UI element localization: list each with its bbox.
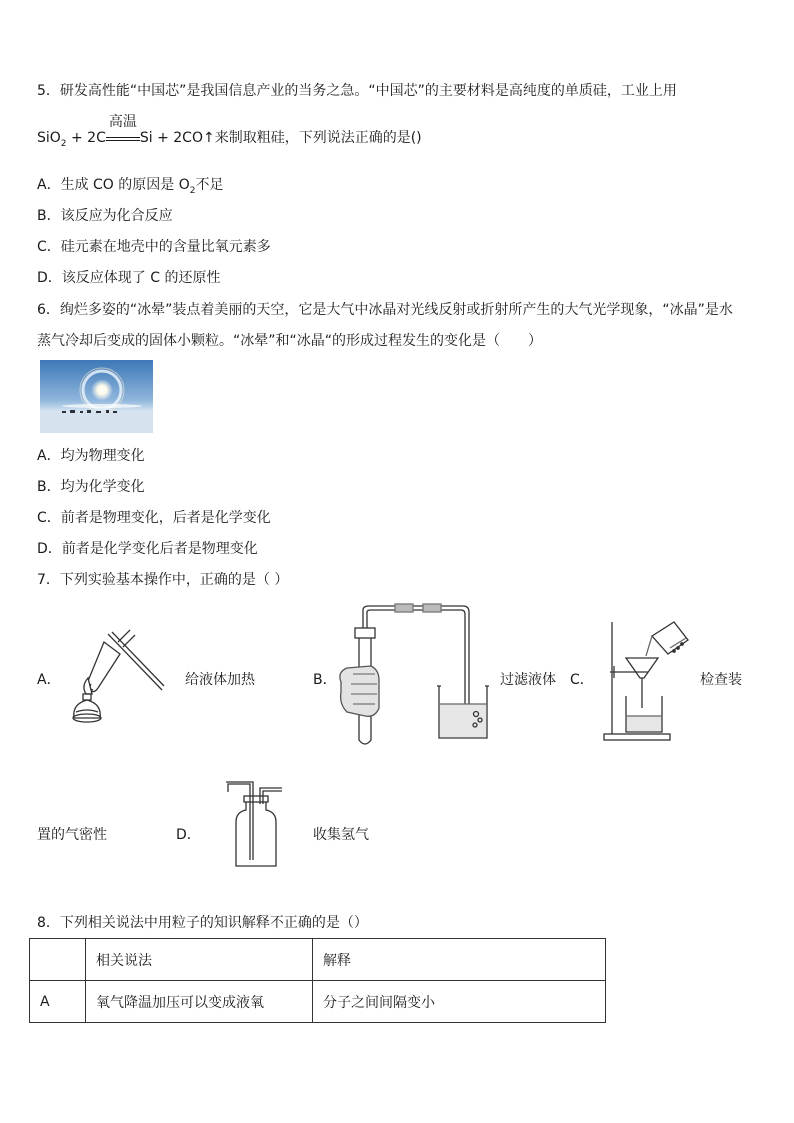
q5-eq-reactant-c: + 2C xyxy=(66,130,106,146)
q5-option-c: C．硅元素在地壳中的含量比氧元素多 xyxy=(37,239,271,255)
q5-option-d: D．该反应体现了 C 的还原性 xyxy=(37,270,221,286)
q6-option-c: C．前者是物理变化，后者是化学变化 xyxy=(37,510,271,526)
table-row xyxy=(30,981,606,1023)
table-header-cell xyxy=(30,939,86,981)
q5-stem-line1: 5．研发高性能“中国芯”是我国信息产业的当务之急。“中国芯”的主要材料是高纯度的单质硅，工业上用 xyxy=(37,83,677,99)
q5-option-b: B．该反应为化合反应 xyxy=(37,208,173,224)
ice-halo-photo xyxy=(40,360,153,433)
q7-option-c-text-1: 检查装 xyxy=(700,672,742,688)
q7-option-b-text: 过滤液体 xyxy=(500,672,556,688)
q5-eq-products: Si + 2CO xyxy=(139,130,203,146)
q7-stem: 7．下列实验基本操作中，正确的是（ ） xyxy=(37,572,289,588)
q7-option-a-letter: A． xyxy=(37,672,61,688)
gas-collection-bottle-diagram xyxy=(222,778,286,870)
q7-option-b-letter: B． xyxy=(313,672,337,688)
q5-eq-equals-sign xyxy=(106,114,140,148)
table-cell: 氧气降温加压可以变成液氧 xyxy=(86,981,313,1023)
table-header-cell: 解释 xyxy=(313,939,606,981)
q7-option-a-text: 给液体加热 xyxy=(185,672,255,688)
gas-up-arrow-icon: ↑ xyxy=(202,130,215,146)
q7-option-d-text: 收集氢气 xyxy=(313,827,369,843)
q6-stem-line1: 6．绚烂多姿的“冰晕”装点着美丽的天空，它是大气中冰晶对光线反射或折射所产生的大气光学现象，“冰晶”是水 xyxy=(37,302,733,318)
q6-option-a: A．均为物理变化 xyxy=(37,448,145,464)
table-header-cell: 相关说法 xyxy=(86,939,313,981)
q6-option-b: B．均为化学变化 xyxy=(37,479,145,495)
table-cell: 分子之间间隔变小 xyxy=(313,981,606,1023)
filtration-diagram xyxy=(600,618,696,742)
q7-option-c-text-2: 置的气密性 xyxy=(37,827,107,843)
q7-option-c-letter: C． xyxy=(570,672,594,688)
table-cell: A xyxy=(30,981,86,1023)
q8-table xyxy=(29,938,606,1023)
table-header-row xyxy=(30,939,606,981)
q5-eq-condition: 高温 xyxy=(108,114,137,130)
q5-eq-sio2: SiO xyxy=(37,130,61,146)
heating-liquid-diagram xyxy=(66,628,166,728)
q5-equation xyxy=(37,114,422,154)
q8-stem: 8．下列相关说法中用粒子的知识解释不正确的是（） xyxy=(37,915,368,931)
q6-option-d: D．前者是化学变化后者是物理变化 xyxy=(37,541,258,557)
q5-eq-sub2: 2 xyxy=(60,138,67,149)
airtightness-check-diagram xyxy=(335,600,495,750)
q5-eq-tail: 来制取粗硅，下列说法正确的是() xyxy=(214,130,422,146)
q5-option-a: A．生成 CO 的原因是 $O_2$不足 xyxy=(37,177,224,196)
q7-option-d-letter: D． xyxy=(176,827,201,843)
q6-stem-line2: 蒸气冷却后变成的固体小颗粒。“冰晕”和“冰晶“的形成过程发生的变化是（ ） xyxy=(37,333,543,349)
